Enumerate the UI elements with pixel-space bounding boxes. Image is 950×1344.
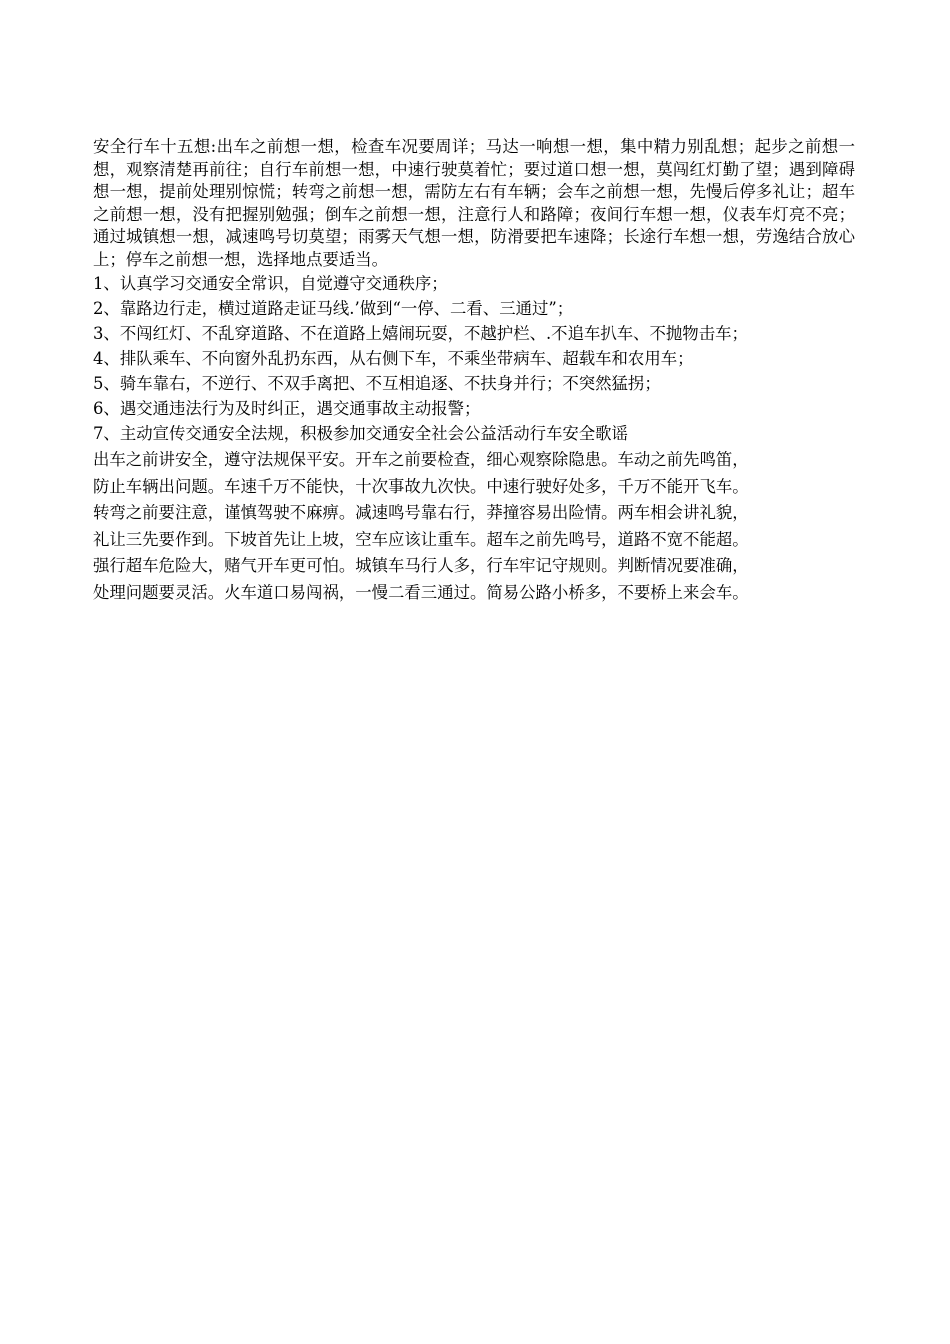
rhyme-line: 防止车辆出问题。车速千万不能快，十次事故九次快。中速行驶好处多，千万不能开飞车。 <box>93 476 749 496</box>
rhyme-line: 强行超车危险大，赌气开车更可怕。城镇车马行人多，行车牢记守规则。判断情况要准确， <box>93 556 749 575</box>
rule-item: 1、认真学习交通安全常识，自觉遵守交通秩序； <box>93 274 448 293</box>
document-body <box>93 136 855 606</box>
safety-rhyme <box>93 447 855 606</box>
rhyme-line: 出车之前讲安全，遵守法规保平安。开车之前要检查，细心观察除隐患。车动之前先鸣笛， <box>93 450 749 469</box>
rule-item: 6、遇交通违法行为及时纠正，遇交通事故主动报警； <box>93 399 481 418</box>
rule-item: 3、不闯红灯、不乱穿道路、不在道路上嬉闹玩耍，不越护栏、.不追车扒车、不抛物击车； <box>93 324 748 343</box>
rhyme-line: 礼让三先要作到。下坡首先让上坡，空车应该让重车。超车之前先鸣号，道路不宽不能超。 <box>93 529 749 549</box>
rule-item: 7、主动宣传交通安全法规，积极参加交通安全社会公益活动行车安全歌谣 <box>93 424 628 443</box>
rule-item: 2、靠路边行走，横过道路走证马线.’做到“一停、二看、三通过”； <box>93 299 574 318</box>
rule-item: 5、骑车靠右，不逆行、不双手离把、不互相追逐、不扶身并行；不突然猛拐； <box>93 374 661 393</box>
rules-list <box>93 271 855 446</box>
rhyme-line: 转弯之前要注意，谨慎驾驶不麻痹。减速鸣号靠右行，莽撞容易出险情。两车相会讲礼貌， <box>93 503 749 522</box>
rule-item: 4、排队乘车、不向窗外乱扔东西，从右侧下车，不乘坐带病车、超载车和农用车； <box>93 349 694 368</box>
rhyme-line: 处理问题要灵活。火车道口易闯祸，一慢二看三通过。简易公路小桥多，不要桥上来会车。 <box>93 582 749 602</box>
intro-paragraph: 安全行车十五想:出车之前想一想，检查车况要周详；马达一响想一想，集中精力别乱想；起步之前想一想，观察清楚再前往；自行车前想一想，中速行驶莫着忙；要过道口想一想，莫闯红灯勤了望；遇到障碍想一想，提前处理别惊慌；转弯之前想一想，需防左右有车辆；会车之前想一想，先慢后停多礼让；超车之前想一想，没有把握别勉强；倒车之前想一想，注意行人和路障；夜间行车想一想，仪表车灯亮不亮；通过城镇想一想，减速鸣号切莫望；雨雾天气想一想，防滑要把车速降；长途行车想一想，劳逸结合放心上；停车之前想一想，选择地点要适当。 <box>93 137 855 269</box>
